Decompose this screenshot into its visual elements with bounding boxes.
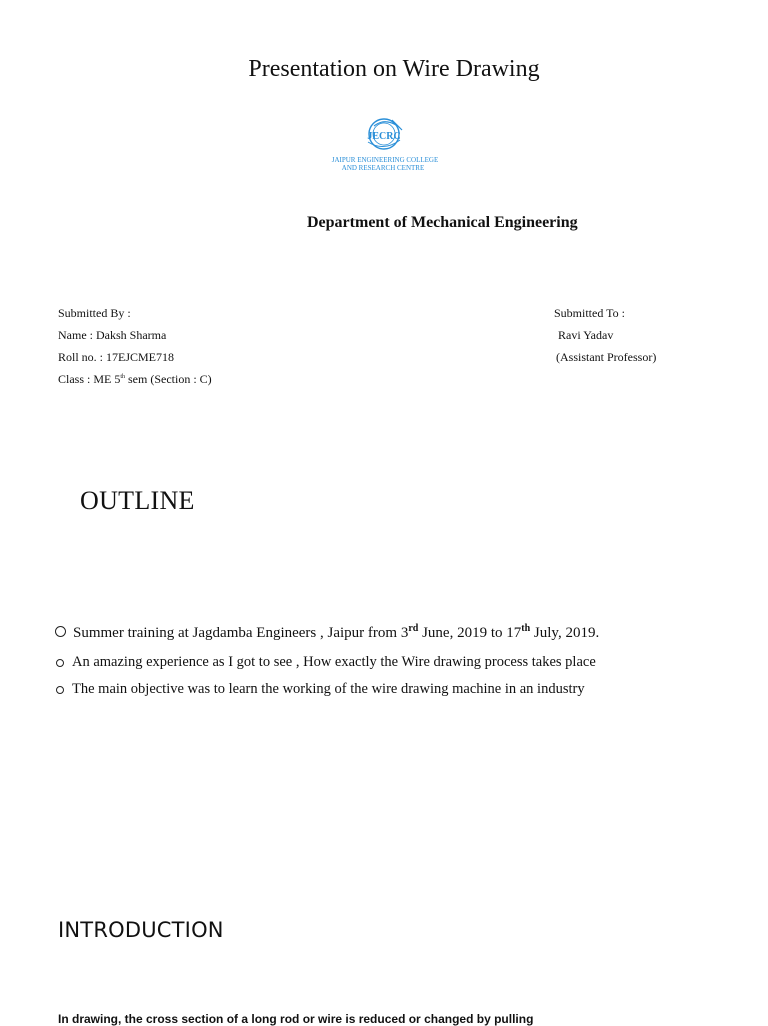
student-class: Class : ME 5th sem (Section : C): [58, 372, 212, 386]
page-title: Presentation on Wire Drawing: [248, 56, 540, 82]
department-name: Department of Mechanical Engineering: [307, 214, 578, 231]
professor-name: Ravi Yadav: [558, 328, 614, 342]
svg-text:JECRC: JECRC: [367, 131, 401, 142]
student-roll: Roll no. : 17EJCME718: [58, 350, 175, 364]
professor-designation: (Assistant Professor): [556, 350, 657, 364]
submitted-to-heading: Submitted To :: [554, 306, 625, 320]
submitted-by-heading: Submitted By :: [58, 306, 131, 320]
outline-bullet-1: Summer training at Jagdamba Engineers , Jaipur from 3rd June, 2019 to 17th July, 2019.: [73, 623, 600, 641]
bullet-circle-icon: [55, 626, 66, 637]
svg-text:JAIPUR ENGINEERING COLLEGE: JAIPUR ENGINEERING COLLEGE: [331, 156, 439, 164]
outline-bullet-2: An amazing experience as I got to see , How exactly the Wire drawing process takes place: [72, 654, 596, 670]
bullet-circle-icon: [56, 659, 64, 667]
bullet-circle-icon: [56, 686, 64, 694]
jecrc-logo-icon: [322, 116, 448, 176]
outline-heading: OUTLINE: [80, 486, 195, 515]
outline-bullet-3: The main objective was to learn the working of the wire drawing machine in an industry: [72, 681, 585, 697]
introduction-heading: INTRODUCTION: [58, 918, 224, 942]
student-name: Name : Daksh Sharma: [58, 328, 167, 342]
svg-text:AND RESEARCH CENTRE: AND RESEARCH CENTRE: [341, 164, 425, 172]
college-logo: [322, 116, 448, 176]
introduction-text: In drawing, the cross section of a long rod or wire is reduced or changed by pulling: [58, 1012, 534, 1026]
